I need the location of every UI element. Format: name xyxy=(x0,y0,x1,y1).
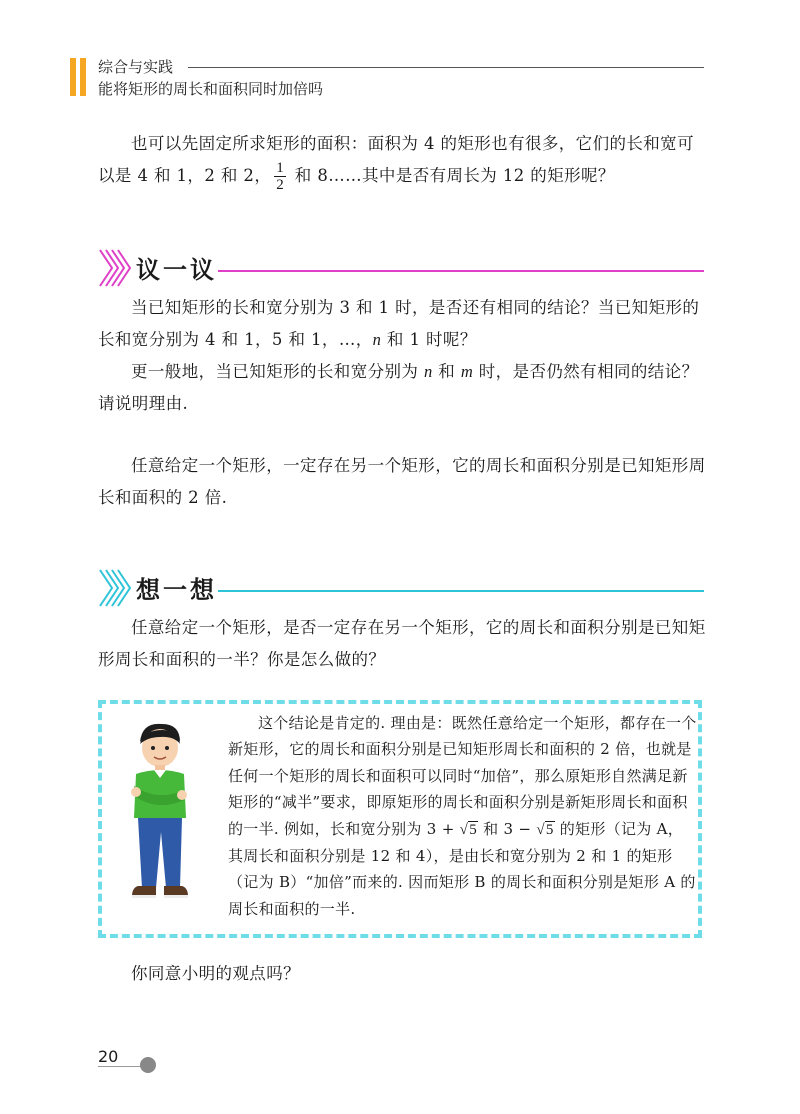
section-title: 议一议 xyxy=(136,256,217,284)
sqrt-expression: √5 xyxy=(459,821,478,838)
radicand: 5 xyxy=(469,821,478,838)
boy-illustration xyxy=(118,720,198,910)
sqrt-expression: √5 xyxy=(536,821,554,838)
variable-m: m xyxy=(460,362,474,381)
header-title: 综合与实践 xyxy=(98,58,174,76)
paragraph-area xyxy=(98,292,708,356)
callout-text xyxy=(228,710,698,922)
section-rule xyxy=(218,270,704,272)
fraction-numerator: 1 xyxy=(276,160,285,176)
callout-paragraph: 这个结论是肯定的. 理由是：既然任意给定一个矩形，都存在一个新矩形，它的周长和面积分别是已知矩形周长和面积的 2 倍，也就是任何一个矩形的周长和面积可以同时“加倍”，那么原矩形自然满足新矩形的“减半”要求，即原矩形的周长和面积分别是新矩形周长和面积的一半. 例如，长和宽分别为 3 + xyxy=(228,714,697,838)
paragraph-area xyxy=(98,450,708,514)
radicand: 5 xyxy=(545,821,554,838)
page-number: 20 xyxy=(98,1047,119,1066)
chevron-arrows-icon xyxy=(98,248,134,288)
section-rule xyxy=(218,590,704,592)
paragraph-text: 任意给定一个矩形，是否一定存在另一个矩形，它的周长和面积分别是已知矩形周长和面积的一半？你是怎么做的？ xyxy=(98,618,706,669)
callout-paragraph: 和 3 − xyxy=(478,819,537,838)
header-accent-bar xyxy=(80,58,86,96)
section-title: 想一想 xyxy=(136,576,217,604)
paragraph-text: 任意给定一个矩形，一定存在另一个矩形，它的周长和面积分别是已知矩形周长和面积的 2 倍. xyxy=(98,456,706,507)
variable-n: n xyxy=(372,330,382,349)
page-number-rule xyxy=(98,1066,146,1067)
paragraph-text: 你同意小明的观点吗？ xyxy=(131,964,300,983)
header-accent-bar xyxy=(70,58,76,96)
variable-n: n xyxy=(423,362,433,381)
fraction-one-half xyxy=(274,160,286,193)
fraction-denominator: 2 xyxy=(276,177,285,193)
page-number-dot xyxy=(140,1057,156,1073)
callout-paragraph: 的矩形（记为 A，其周长和面积分别是 12 和 4），是由长和宽分别为 2 和 1 的矩形（记为 B）“加倍”而来的. 因而矩形 B 的周长和面积分别是矩形 A 的周长和面积的一半. xyxy=(228,819,696,918)
paragraph-text: 时，是否仍然有相同的结论？请说明理由. xyxy=(98,362,699,413)
paragraph-text: 和 8……其中是否有周长为 12 的矩形呢？ xyxy=(289,166,615,185)
paragraph-area xyxy=(98,128,708,193)
paragraph-text: 和 xyxy=(432,362,461,381)
header-subtitle: 能将矩形的周长和面积同时加倍吗 xyxy=(98,80,324,98)
paragraph-area xyxy=(98,356,708,420)
header-rule xyxy=(188,67,704,68)
paragraph-text: 更一般地，当已知矩形的长和宽分别为 xyxy=(131,362,424,381)
section-heading-discuss xyxy=(98,248,708,288)
running-header xyxy=(70,56,704,100)
paragraph-text: 和 1 时呢？ xyxy=(381,330,477,349)
paragraph-area xyxy=(98,612,708,676)
paragraph-text: 也可以先固定所求矩形的面积：面积为 4 的矩形也有很多，它们的长和宽可以是 4 和 1，2 和 2， xyxy=(98,134,694,185)
section-heading-think xyxy=(98,568,708,608)
chevron-arrows-icon xyxy=(98,568,134,608)
paragraph-area xyxy=(98,958,708,990)
paragraph-text: 当已知矩形的长和宽分别为 3 和 1 时，是否还有相同的结论？当已知矩形的长和宽分别为 4 和 1，5 和 1，…， xyxy=(98,298,700,349)
